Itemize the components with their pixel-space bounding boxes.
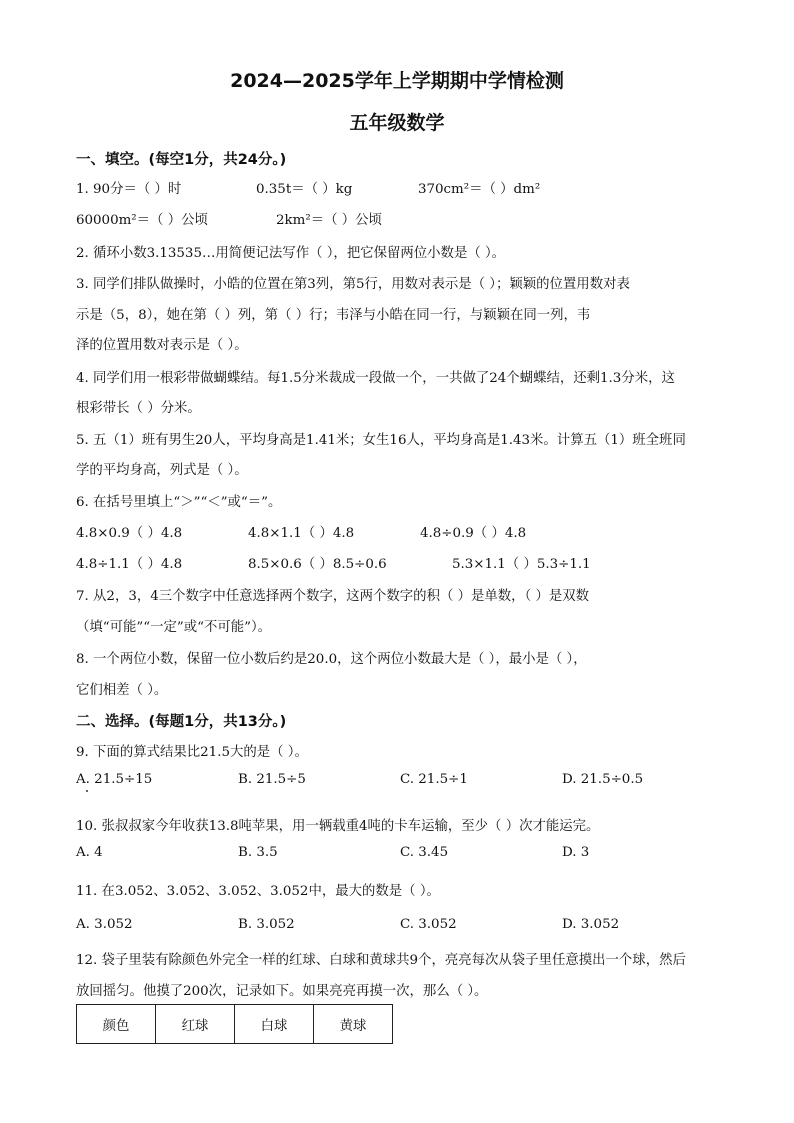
q10-option-d: D. 3 — [562, 845, 590, 860]
table-header-cell: 红球 — [156, 1005, 235, 1044]
q9-option-a: A. 21.5÷15 — [76, 772, 153, 787]
question-5-line-2: 学的平均身高，列式是（ ）。 — [76, 463, 248, 478]
q6-r2-item3: 5.3×1.1（ ）5.3÷1.1 — [452, 557, 591, 572]
table-header-row — [77, 1005, 393, 1044]
q11-option-d: D. 3.052 — [562, 917, 620, 932]
q1-part-d: 60000m²＝（ ）公顷 — [76, 213, 208, 228]
q1-part-e: 2km²＝（ ）公顷 — [276, 213, 382, 228]
q6-r1-item3: 4.8÷0.9（ ）4.8 — [420, 526, 527, 541]
q10-option-a: A. 4 — [76, 845, 103, 860]
q9-option-d: D. 21.5÷0.5 — [562, 772, 644, 787]
q9-option-b: B. 21.5÷5 — [238, 772, 306, 787]
q9-option-c: C. 21.5÷1 — [400, 772, 468, 787]
table-header-cell: 颜色 — [77, 1005, 156, 1044]
question-7-line-2: （填“可能”“一定”或“不可能”）。 — [76, 620, 272, 635]
exam-title: 2024—2025学年上学期期中学情检测 — [230, 70, 564, 92]
question-7-line-1: 7. 从2，3，4三个数字中任意选择两个数字，这两个数字的积（ ）是单数，（ ）是双数 — [76, 589, 590, 604]
question-5-line-1: 5. 五（1）班有男生20人，平均身高是1.41米；女生16人，平均身高是1.43米。计算五（1）班全班同 — [76, 433, 686, 448]
q1-part-c: 370cm²＝（ ）dm² — [418, 182, 541, 197]
q6-r2-item1: 4.8÷1.1（ ）4.8 — [76, 557, 183, 572]
table-header-cell: 白球 — [235, 1005, 314, 1044]
section-heading-fill-blank: 一、填空。(每空1分，共24分。) — [76, 152, 287, 168]
q6-r1-item1: 4.8×0.9（ ）4.8 — [76, 526, 183, 541]
exam-subtitle: 五年级数学 — [349, 112, 445, 134]
stray-dot — [86, 790, 88, 792]
question-10-stem: 10. 张叔叔家今年收获13.8吨苹果，用一辆载重4吨的卡车运输，至少（ ）次才能运完。 — [76, 819, 600, 834]
question-2: 2. 循环小数3.13535…用简便记法写作（ ），把它保留两位小数是（ ）。 — [76, 246, 506, 261]
question-4-line-1: 4. 同学们用一根彩带做蝴蝶结。每1.5分米裁成一段做一个，一共做了24个蝴蝶结，还剩1.3分米，这 — [76, 371, 675, 386]
question-9-stem: 9. 下面的算式结果比21.5大的是（ ）。 — [76, 745, 308, 760]
q10-option-c: C. 3.45 — [400, 845, 449, 860]
ball-record-table — [76, 1004, 393, 1044]
q6-r2-item2: 8.5×0.6（ ）8.5÷0.6 — [248, 557, 387, 572]
question-3-line-2: 示是（5，8），她在第（ ）列，第（ ）行；韦泽与小皓在同一行，与颖颖在同一列，韦 — [76, 308, 591, 323]
q1-part-a: 1. 90分＝（ ）时 — [76, 182, 182, 197]
q1-part-b: 0.35t＝（ ）kg — [256, 182, 353, 197]
question-12-line-2: 放回摇匀。他摸了200次，记录如下。如果亮亮再摸一次，那么（ ）。 — [76, 984, 488, 999]
q10-option-b: B. 3.5 — [238, 845, 278, 860]
question-4-line-2: 根彩带长（ ）分米。 — [76, 401, 201, 416]
question-3-line-1: 3. 同学们排队做操时，小皓的位置在第3列，第5行，用数对表示是（ ）；颖颖的位置用数对表 — [76, 277, 630, 292]
question-3-line-3: 泽的位置用数对表示是（ ）。 — [76, 338, 248, 353]
question-6-stem: 6. 在括号里填上“＞”“＜”或“＝”。 — [76, 495, 282, 510]
section-heading-choice: 二、选择。(每题1分，共13分。) — [76, 714, 287, 730]
q11-option-b: B. 3.052 — [238, 917, 295, 932]
q11-option-c: C. 3.052 — [400, 917, 457, 932]
q11-option-a: A. 3.052 — [76, 917, 133, 932]
question-8-line-2: 它们相差（ ）。 — [76, 683, 168, 698]
q6-r1-item2: 4.8×1.1（ ）4.8 — [248, 526, 355, 541]
question-11-stem: 11. 在3.052、3.052、3.052、3.052中，最大的数是（ ）。 — [76, 884, 440, 899]
question-8-line-1: 8. 一个两位小数，保留一位小数后约是20.0，这个两位小数最大是（ ），最小是（ ）， — [76, 652, 587, 667]
table-header-cell: 黄球 — [314, 1005, 393, 1044]
question-12-line-1: 12. 袋子里装有除颜色外完全一样的红球、白球和黄球共9个，亮亮每次从袋子里任意摸出一个球，然后 — [76, 953, 686, 968]
